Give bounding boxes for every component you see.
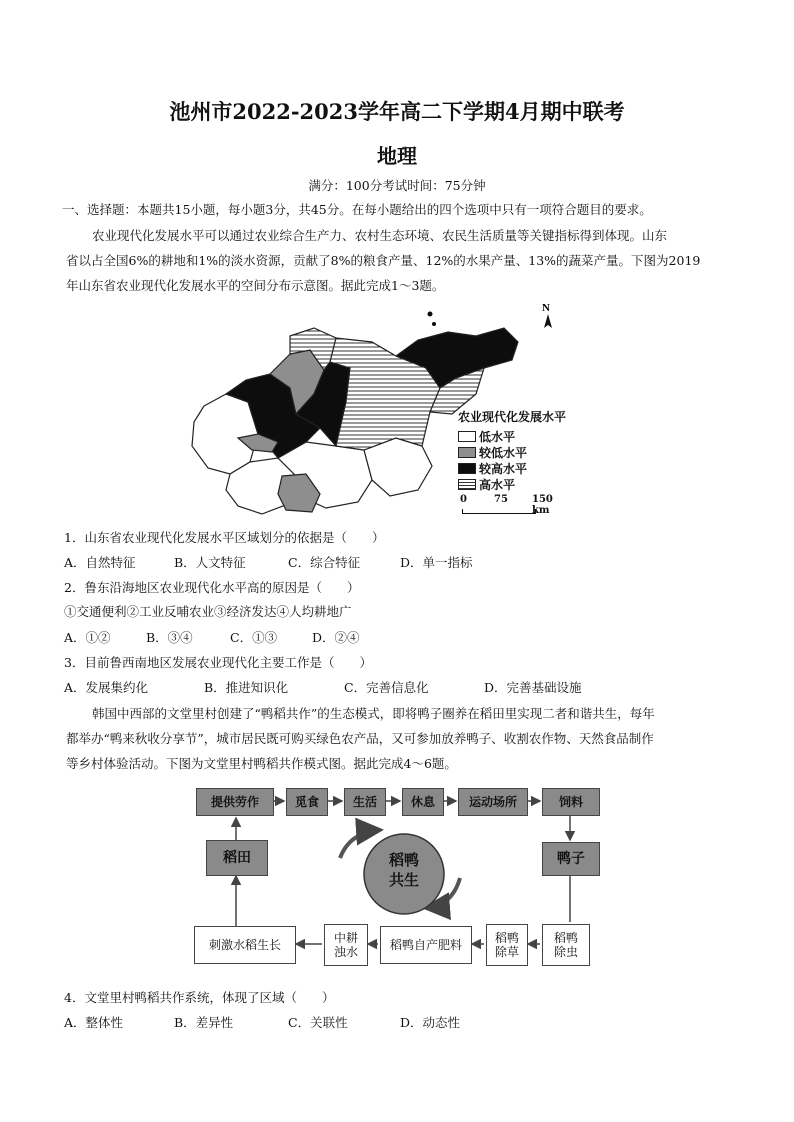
- intro-line-3: 年山东省农业现代化发展水平的空间分布示意图。据此完成1～3题。: [66, 278, 445, 293]
- q1-option-d[interactable]: D．单一指标: [400, 555, 473, 570]
- flow-box-stimulate: 刺激水稻生长: [194, 926, 296, 964]
- intro2-line-3: 等乡村体验活动。下图为文堂里村鸭稻共作模式图。据此完成4～6题。: [66, 756, 457, 771]
- q3-option-c[interactable]: C．完善信息化: [344, 680, 429, 695]
- q4-option-c[interactable]: C．关联性: [288, 1015, 348, 1030]
- scale-label: 75: [494, 494, 508, 505]
- intro-line-2: 省以占全国6%的耕地和1%的淡水资源，贡献了8%的粮食产量、12%的水果产量、13%的蔬菜产量。下图为2019: [66, 253, 701, 268]
- shandong-map-figure: [186, 298, 606, 520]
- flow-box-labor: 提供劳作: [196, 788, 274, 816]
- legend-title: 农业现代化发展水平: [458, 410, 567, 424]
- duck-rice-flow-diagram: [190, 784, 608, 974]
- q2-option-d[interactable]: D．②④: [312, 630, 360, 645]
- q4-option-b[interactable]: B．差异性: [174, 1015, 234, 1030]
- legend-swatch-high: [458, 479, 476, 490]
- scale-line: [462, 509, 536, 514]
- flow-box-duck: 鸭子: [542, 842, 600, 876]
- legend-swatch-low: [458, 431, 476, 442]
- question-4-stem: 4．文堂里村鸭稻共作系统，体现了区域（ ）: [64, 990, 335, 1005]
- legend-item: [458, 460, 566, 476]
- center-label-line-2: 共生: [388, 871, 419, 889]
- map-region-west: [192, 394, 258, 474]
- legend-label: 较低水平: [479, 445, 528, 460]
- flow-box-feed: 饲料: [542, 788, 600, 816]
- section-heading: 一、选择题：本题共15小题，每小题3分，共45分。在每小题给出的四个选项中只有一项符合题目的要求。: [62, 202, 652, 217]
- q2-option-c[interactable]: C．①③: [230, 630, 278, 645]
- scale-bar: [460, 494, 560, 516]
- q4-option-d[interactable]: D．动态性: [400, 1015, 461, 1030]
- center-label-line-1: 稻鸭: [388, 851, 419, 869]
- question-2-stem: 2．鲁东沿海地区农业现代化水平高的原因是（ ）: [64, 580, 360, 595]
- scale-label: 150 km: [532, 494, 553, 516]
- q2-option-b[interactable]: B．③④: [146, 630, 193, 645]
- legend-swatch-lower: [458, 447, 476, 458]
- flow-box-pest: 稻鸭 除虫: [542, 924, 590, 966]
- map-island: [432, 322, 436, 326]
- center-label: [374, 850, 434, 890]
- legend-swatch-higher: [458, 463, 476, 474]
- q1-option-c[interactable]: C．综合特征: [288, 555, 361, 570]
- scale-label: 0: [460, 494, 467, 505]
- intro2-line-2: 都举办“鸭来秋收分享节”，城市居民既可购买绿色农产品，又可参加放养鸭子、收割农作物、天然食品制作: [66, 731, 654, 746]
- intro2-line-1: 韩国中西部的文堂里村创建了“鸭稻共作”的生态模式，即将鸭子圈养在稻田里实现二者和谐共生，每年: [92, 706, 655, 721]
- q2-option-a[interactable]: A．①②: [64, 630, 111, 645]
- q4-option-a[interactable]: A．整体性: [64, 1015, 124, 1030]
- exam-meta: 满分：100分考试时间：75分钟: [308, 178, 486, 193]
- legend-label: 高水平: [479, 477, 516, 492]
- q1-option-b[interactable]: B．人文特征: [174, 555, 246, 570]
- q3-option-a[interactable]: A．发展集约化: [64, 680, 149, 695]
- intro-line-1: 农业现代化发展水平可以通过农业综合生产力、农村生态环境、农民生活质量等关键指标得到体现。山东: [92, 228, 668, 243]
- legend-item: [458, 444, 566, 460]
- legend-item: [458, 476, 566, 492]
- q1-option-a[interactable]: A．自然特征: [64, 555, 136, 570]
- flow-box-paddy: 稻田: [206, 840, 268, 876]
- legend-label: 低水平: [479, 429, 516, 444]
- flow-box-rest: 休息: [402, 788, 444, 816]
- legend-item: [458, 428, 566, 444]
- flow-box-forage: 觅食: [286, 788, 328, 816]
- question-3-stem: 3．目前鲁西南地区发展农业现代化主要工作是（ ）: [64, 655, 372, 670]
- north-label: N: [542, 302, 550, 314]
- map-island: [428, 312, 433, 317]
- flow-box-live: 生活: [344, 788, 386, 816]
- question-2-sub: ①交通便利②工业反哺农业③经济发达④人均耕地广: [64, 604, 352, 619]
- flow-box-tilling: 中耕 浊水: [324, 924, 368, 966]
- flow-box-weeding: 稻鸭 除草: [486, 924, 528, 966]
- flow-box-fertilizer: 稻鸭自产肥料: [380, 926, 472, 964]
- q3-option-d[interactable]: D．完善基础设施: [484, 680, 582, 695]
- subject-title: 地理: [377, 144, 417, 168]
- legend-label: 较高水平: [479, 461, 528, 476]
- question-1-stem: 1．山东省农业现代化发展水平区域划分的依据是（ ）: [64, 530, 385, 545]
- page-title: 池州市2022-2023学年高二下学期4月期中联考: [169, 99, 625, 124]
- north-arrow-icon: [542, 302, 552, 328]
- map-legend: [458, 408, 566, 492]
- flow-box-exercise: 运动场所: [458, 788, 528, 816]
- q3-option-b[interactable]: B．推进知识化: [204, 680, 289, 695]
